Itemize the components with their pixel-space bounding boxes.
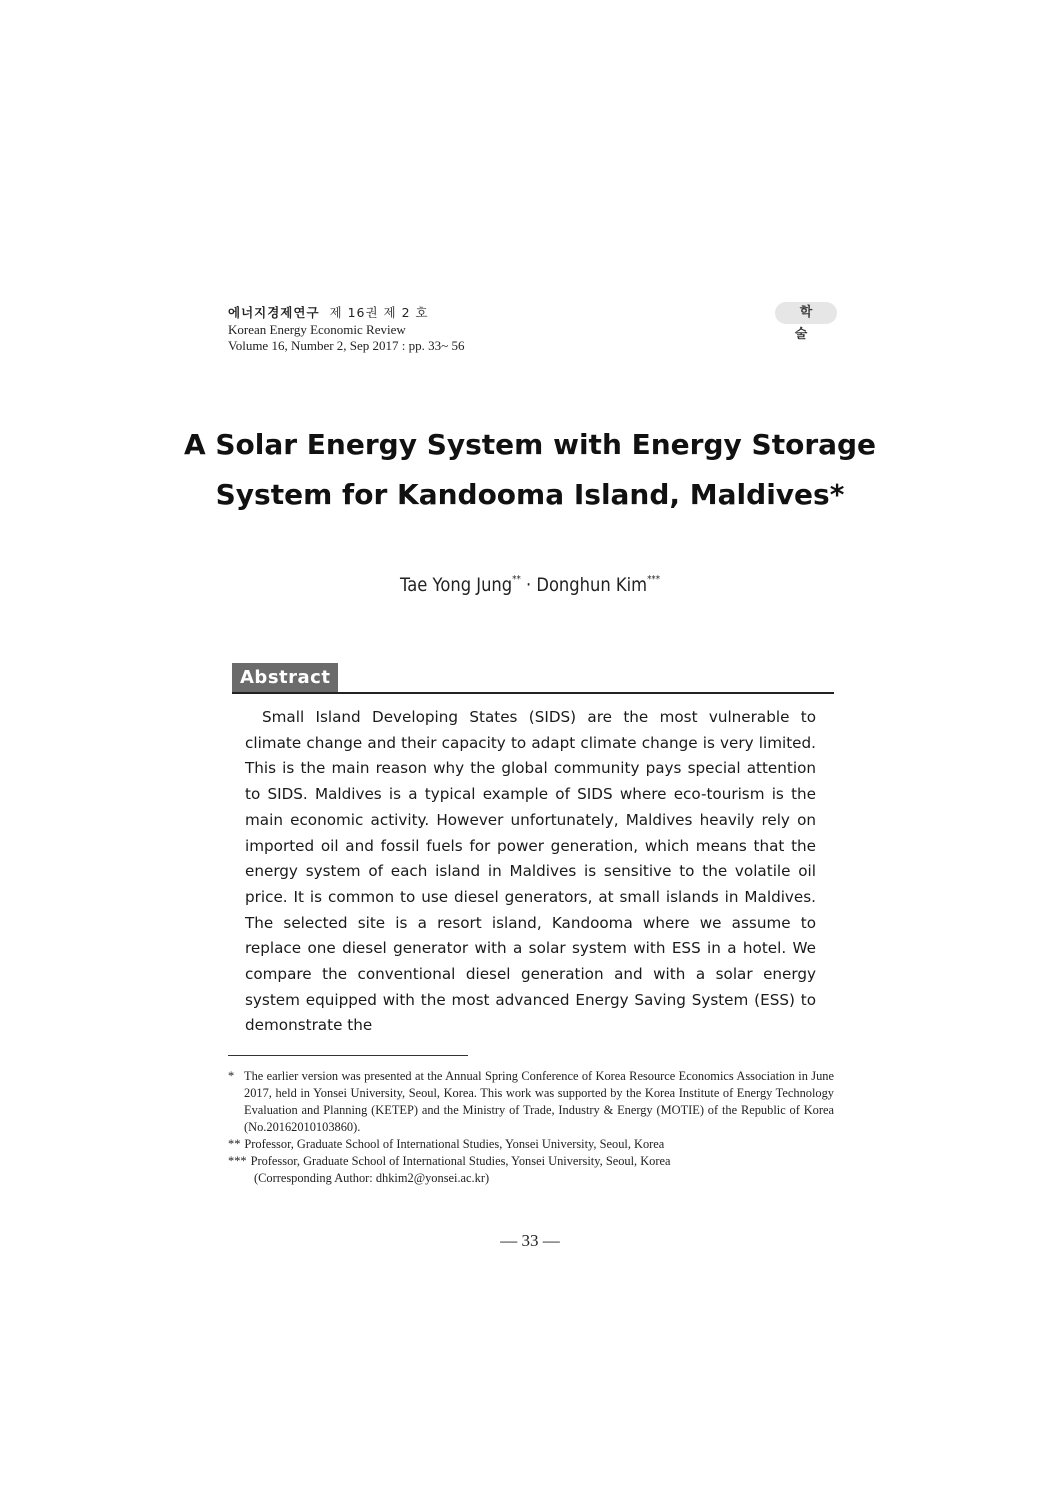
footnote-text: The earlier version was presented at the Annual Spring Conference of Korea Resource Economics Association in June 2017, held in Yonsei University, Seoul, Korea. This work was supported by the Korea Institute of Energy Technology Evaluation and Planning (KETEP) and the Ministry of Trade, Industry & Energy (MOTIE) of the Republic of Korea (No.20162010103860). <box>244 1069 834 1134</box>
journal-citation: Volume 16, Number 2, Sep 2017 : pp. 33~ 56 <box>228 338 465 353</box>
journal-header <box>228 304 464 354</box>
footnote <box>228 1136 834 1153</box>
author-name: Donghun Kim <box>536 574 648 596</box>
footnote-continuation: (Corresponding Author: dhkim2@yonsei.ac.kr) <box>254 1171 490 1185</box>
footnotes <box>228 1068 834 1187</box>
abstract-text: Small Island Developing States (SIDS) are the most vulnerable to climate change and their capacity to adapt climate change is very limited. This is the main reason why the global community pays special attention to SIDS. Maldives is a typical example of SIDS where eco-tourism is the main economic activity. However unfortunately, Maldives heavily rely on imported oil and fossil fuels for power generation, which means that the energy system of each island in Maldives is sensitive to the volatile oil price. It is common to use diesel generators, at small islands in Maldives. The selected site is a resort island, Kandooma where we assume to replace one diesel generator with a solar system with ESS in a hotel. We compare the conventional diesel generation and with a solar energy system equipped with the most advanced Energy Saving System (ESS) to demonstrate the <box>245 708 816 1035</box>
journal-volume-kr: 제 16권 제 2 호 <box>329 305 429 320</box>
author-list <box>229 574 831 596</box>
title-line-2: System for Kandooma Island, Maldives* <box>215 478 845 511</box>
author-affiliation-mark: *** <box>647 574 661 585</box>
footnote <box>228 1068 834 1136</box>
footnote-text: Professor, Graduate School of International Studies, Yonsei University, Seoul, Korea <box>244 1137 665 1151</box>
page-number: — 33 — <box>500 1231 560 1250</box>
journal-name-en: Korean Energy Economic Review <box>228 322 406 337</box>
abstract-heading: Abstract <box>232 663 338 692</box>
footnote-divider <box>228 1055 468 1056</box>
author-name: Tae Yong Jung <box>399 574 513 596</box>
footnote-mark: *** <box>228 1154 247 1168</box>
footnote-mark: ** <box>228 1137 241 1151</box>
footnote-mark: * <box>228 1069 235 1083</box>
footnote-text: Professor, Graduate School of International Studies, Yonsei University, Seoul, Korea <box>250 1154 671 1168</box>
journal-kr-line <box>228 304 464 322</box>
author-affiliation-mark: ** <box>512 574 521 585</box>
footnote <box>228 1153 834 1187</box>
title-line-1: A Solar Energy System with Energy Storage <box>183 428 877 461</box>
paper-title <box>180 420 880 520</box>
author-separator: · <box>520 574 537 596</box>
abstract-header <box>232 663 834 694</box>
journal-name-kr: 에너지경제연구 <box>228 305 320 320</box>
section-badge: 학 술 <box>775 302 837 324</box>
